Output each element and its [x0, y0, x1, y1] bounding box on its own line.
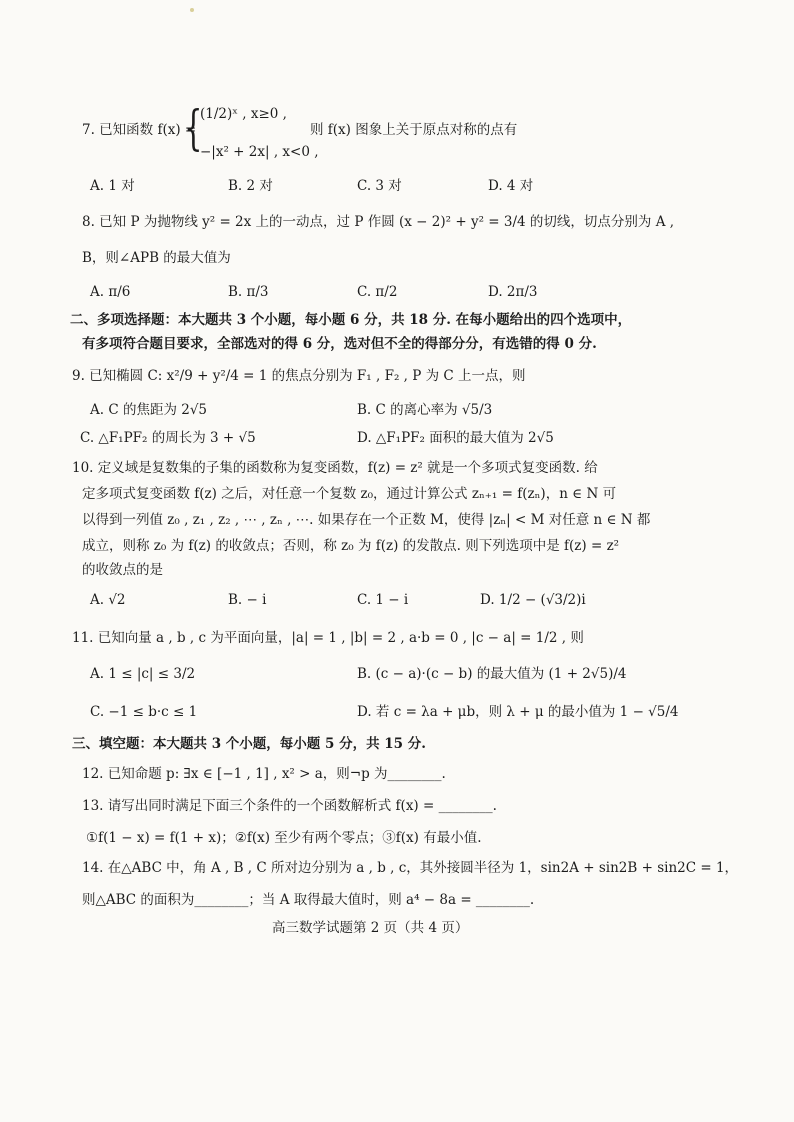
q11-stem: 11. 已知向量 a , b , c 为平面向量，|a| = 1 , |b| = 2 , a·b = 0 , |c − a| = 1/2 , 则 [72, 630, 584, 646]
q7-piece1: (1/2)ˣ , x≥0 , [200, 106, 287, 122]
q14-line2: 则△ABC 的面积为________；当 A 取得最大值时，则 a⁴ − 8a = ________. [82, 892, 535, 908]
q10-line2: 定多项式复变函数 f(z) 之后，对任意一个复数 z₀，通过计算公式 zₙ₊₁ = f(zₙ)，n ∈ N 可 [82, 486, 617, 502]
q7-option-c: C. 3 对 [357, 178, 402, 194]
q10-line5: 的收敛点的是 [82, 562, 163, 578]
q8-line2: B，则∠APB 的最大值为 [82, 250, 231, 266]
q8-option-c: C. π/2 [357, 284, 398, 300]
q10-option-a: A. √2 [90, 592, 126, 608]
q9-option-c: C. △F₁PF₂ 的周长为 3 + √5 [80, 430, 256, 446]
q13-line1: 13. 请写出同时满足下面三个条件的一个函数解析式 f(x) = ________. [82, 798, 497, 814]
q7-prefix: 7. 已知函数 f(x) = [82, 122, 197, 138]
q8-line1: 8. 已知 P 为抛物线 y² = 2x 上的一动点，过 P 作圆 (x − 2)² + y² = 3/4 的切线，切点分别为 A , [82, 214, 675, 230]
q8-option-b: B. π/3 [228, 284, 269, 300]
section2-heading-line2: 有多项符合题目要求，全部选对的得 6 分，选对但不全的得部分分，有选错的得 0 分. [82, 336, 597, 352]
q13-line2: ①f(1 − x) = f(1 + x)；②f(x) 至少有两个零点；③f(x) 有最小值. [86, 830, 482, 846]
q8-option-d: D. 2π/3 [488, 284, 538, 300]
q10-line4: 成立，则称 z₀ 为 f(z) 的收敛点；否则，称 z₀ 为 f(z) 的发散点. 则下列选项中是 f(z) = z² [82, 538, 620, 554]
q12-stem: 12. 已知命题 p: ∃x ∈ [−1 , 1] , x² > a，则¬p 为________. [82, 766, 446, 782]
q7-option-a: A. 1 对 [90, 178, 135, 194]
q10-option-c: C. 1 − i [357, 592, 409, 608]
q11-option-d: D. 若 c = λa + μb，则 λ + μ 的最小值为 1 − √5/4 [357, 704, 679, 720]
scan-speck [190, 8, 194, 12]
q10-option-d: D. 1/2 − (√3/2)i [480, 592, 586, 608]
section3-heading: 三、填空题：本大题共 3 个小题，每小题 5 分，共 15 分. [72, 736, 426, 752]
q11-option-c: C. −1 ≤ b·c ≤ 1 [90, 704, 198, 720]
q11-option-a: A. 1 ≤ |c| ≤ 3/2 [90, 666, 196, 682]
q7-option-b: B. 2 对 [228, 178, 273, 194]
q10-line3: 以得到一列值 z₀ , z₁ , z₂ , ⋯ , zₙ , ⋯. 如果存在一个正数 M，使得 |zₙ| < M 对任意 n ∈ N 都 [82, 512, 651, 528]
q11-option-b: B. (c − a)·(c − b) 的最大值为 (1 + 2√5)/4 [357, 666, 627, 682]
q7-option-d: D. 4 对 [488, 178, 534, 194]
q10-option-b: B. − i [228, 592, 267, 608]
q8-option-a: A. π/6 [90, 284, 131, 300]
q9-stem: 9. 已知椭圆 C: x²/9 + y²/4 = 1 的焦点分别为 F₁ , F₂ , P 为 C 上一点，则 [72, 368, 526, 384]
q10-line1: 10. 定义域是复数集的子集的函数称为复变函数，f(z) = z² 就是一个多项式复变函数. 给 [72, 460, 598, 476]
q9-option-d: D. △F₁PF₂ 面积的最大值为 2√5 [357, 430, 554, 446]
page-footer: 高三数学试题第 2 页（共 4 页） [272, 920, 469, 936]
q9-option-b: B. C 的离心率为 √5/3 [357, 402, 493, 418]
q7-brace: { [184, 100, 203, 156]
q7-piece2: −|x² + 2x| , x<0 , [200, 144, 319, 160]
q7-suffix: 则 f(x) 图象上关于原点对称的点有 [310, 122, 518, 138]
section2-heading-line1: 二、多项选择题：本大题共 3 个小题，每小题 6 分，共 18 分. 在每小题给出的四个选项中， [70, 312, 632, 328]
q9-option-a: A. C 的焦距为 2√5 [90, 402, 208, 418]
q14-line1: 14. 在△ABC 中，角 A , B , C 所对边分别为 a , b , c，其外接圆半径为 1，sin2A + sin2B + sin2C = 1， [82, 860, 739, 876]
